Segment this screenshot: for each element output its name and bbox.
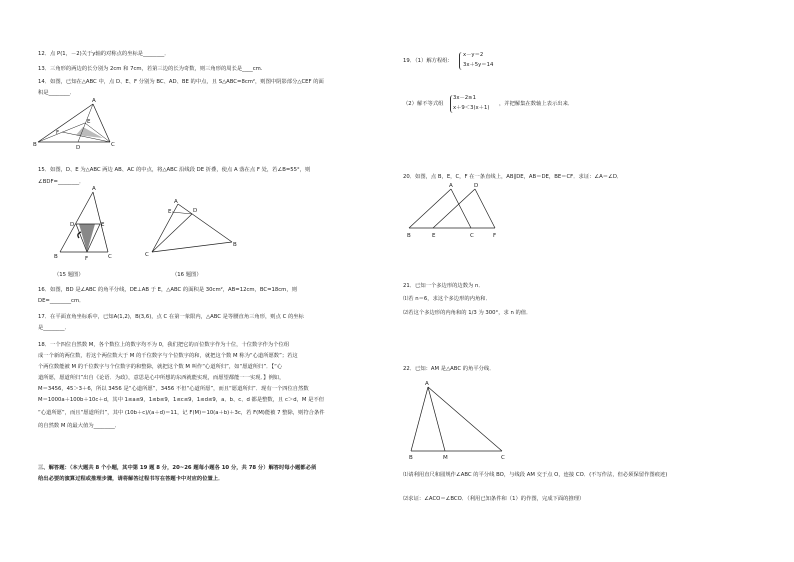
label-C: C	[470, 233, 474, 239]
question-15-line1: 15．如图，D、E 为△ABC 两边 AB、AC 的中点，将△ABC 沿线段 DE 折叠，使点 A 落在点 F 处，若∠B=55°，则	[38, 167, 311, 173]
inequality-2: x＋9＜3(x＋1)	[453, 105, 490, 111]
question-18-line4: 道所愿，愿道所归”出自《论语．为政》，意思是心中所想的东西就能实现，而愿望都能一一实现．】例如，	[38, 375, 285, 381]
figure-14	[33, 98, 118, 151]
section-3-line1: 三、解答题：（本大题共 8 个小题，其中第 19 题 8 分，20~26 题每小题各 10 分，共 78 分）解答时每小题都必须	[38, 465, 317, 471]
question-22: 22．已知：AM 是△ABC 的角平分线．	[403, 366, 495, 372]
question-18-line8: 的自然数 M 的最大值为________．	[38, 423, 121, 429]
label-D: D	[70, 222, 75, 228]
question-15-line2: ∠BDF=________．	[38, 179, 85, 185]
question-14-line2: 积是________．	[38, 90, 76, 96]
figure-16	[145, 199, 237, 260]
question-22-part1: ⑴请利用直尺和圆规作∠ABC 的平分线 BO，与线段 AM 交于点 O，连接 CO．(不写作法，但必须保留作图痕迹)	[403, 472, 668, 478]
figure-16-caption: （16 题图）	[172, 272, 202, 278]
figure-22	[409, 381, 506, 461]
label-E: E	[168, 209, 172, 215]
label-E: E	[87, 119, 91, 125]
question-17-line2: 是________．	[38, 325, 70, 331]
label-C: C	[111, 142, 115, 148]
label-F: F	[85, 256, 89, 262]
inequality-1: 3x－2≥1	[453, 95, 476, 101]
label-A: A	[92, 186, 96, 192]
question-16-line2: DE=________cm．	[38, 298, 85, 304]
question-21-part2: ⑵若这个多边形的内角和的 1/3 为 300°，求 n 的值．	[403, 310, 532, 316]
label-C: C	[145, 252, 149, 258]
figure-15-caption: （15 题图）	[54, 272, 84, 278]
label-A: A	[449, 183, 453, 189]
figure-20	[407, 183, 499, 239]
question-14-line1: 14．如图，已知在△ABC 中，点 D、E、F 分别为 BC、AD、BE 的中点，且 S△ABC=8cm²，则图中阴影部分△CEF 的面	[38, 79, 324, 85]
label-C: C	[501, 455, 505, 461]
equation-1: x－y＝2	[463, 52, 484, 58]
question-12: 12．点 P(1，－2)关于y轴的对称点的坐标是________．	[38, 51, 170, 57]
question-18-line3: 个两位数能被 M 的千位数字与个位数字的和整除，就把这个数 M 叫作“心道所归”，如“愿道所归”．【“心	[38, 364, 283, 370]
label-E: E	[101, 222, 105, 228]
label-B: B	[409, 455, 413, 461]
question-22-part2: ⑵求证：∠ACO＝∠BCO．（利用已知条件和（1）的作图，完成下面的推理）	[403, 496, 585, 502]
label-D: D	[76, 145, 81, 151]
label-E: E	[432, 233, 436, 239]
question-21-part1: ⑴若 n＝6，求这个多边形的内角和．	[403, 296, 491, 302]
label-C: C	[108, 254, 112, 260]
question-17-line1: 17．在平面直角坐标系中，已知A(1,2)，B(3,6)，点 C 在第一象限内，△ABC 是等腰直角三角形，则点 C 的坐标	[38, 314, 304, 320]
question-19-2-tail: ，并把解集在数轴上表示出来．	[499, 101, 574, 107]
question-18-line1: 18．一个四位自然数 M，各个数位上的数字均不为 0，我们把它的百位数字作为十位，十位数字作为个位组	[38, 342, 290, 348]
question-19-1-label: 19．（1）解方程组：	[403, 58, 453, 64]
label-F: F	[56, 130, 60, 136]
label-D: D	[474, 183, 479, 189]
question-20: 20．如图，点 B，E，C，F 在一条直线上，AB∥DE，AB＝DE，BE＝CF．求证：∠A＝∠D．	[403, 174, 623, 180]
question-18-line7: “心道所愿”，而且“愿道所归”，其中 (10b＋c)/(a＋d)＝11，记 F(M)＝10(a＋b)＋3c，若 F(M)能被 7 整除，则符合条件	[38, 410, 325, 416]
label-M: M	[443, 455, 448, 461]
question-21: 21．已知一个多边形的边数为 n．	[403, 283, 484, 289]
question-18-line6: M＝1000a＋100b＋10c＋d，其中 1≤a≤9，1≤b≤9，1≤c≤9，1≤d≤9，a、b、c、d 都是整数，且 c＞d，M 是不但	[38, 397, 325, 403]
figure-15	[48, 186, 112, 262]
label-B: B	[33, 142, 37, 148]
label-B: B	[54, 254, 58, 260]
label-A: A	[92, 98, 96, 104]
label-F: F	[493, 233, 497, 239]
label-D: D	[193, 208, 198, 214]
question-18-line2: 成一个新的两位数，若这个两位数大于 M 的千位数字与个位数字的和，就把这个数 M 称为“心道所愿数”；若这	[38, 353, 298, 359]
equation-2: 3x＋5y＝14	[463, 62, 494, 68]
question-13: 13．三角形的两边的长分别为 2cm 和 7cm，若第三边的长为奇数，则三角形的周长是____cm.	[38, 66, 263, 72]
question-18-line5: M＝3456，45＞3＋6，所以 3456 是“心道所愿”，3456 不但“心道所愿”，而且“愿道所归”．现有一个四位自然数	[38, 386, 309, 392]
label-B: B	[233, 242, 237, 248]
question-19-2-label: （2）解不等式组	[403, 101, 444, 107]
question-16-line1: 16．如图，BD 是∠ABC 的角平分线，DE⊥AB 于 E，△ABC 的面积是 30cm²，AB=12cm，BC=18cm，则	[38, 287, 297, 293]
label-A: A	[425, 381, 429, 387]
label-A: A	[174, 199, 178, 205]
label-B: B	[407, 233, 411, 239]
section-3-line2: 给出必要的演算过程或推理步骤，请将解答过程书写在答题卡中对应的位置上．	[38, 476, 224, 482]
